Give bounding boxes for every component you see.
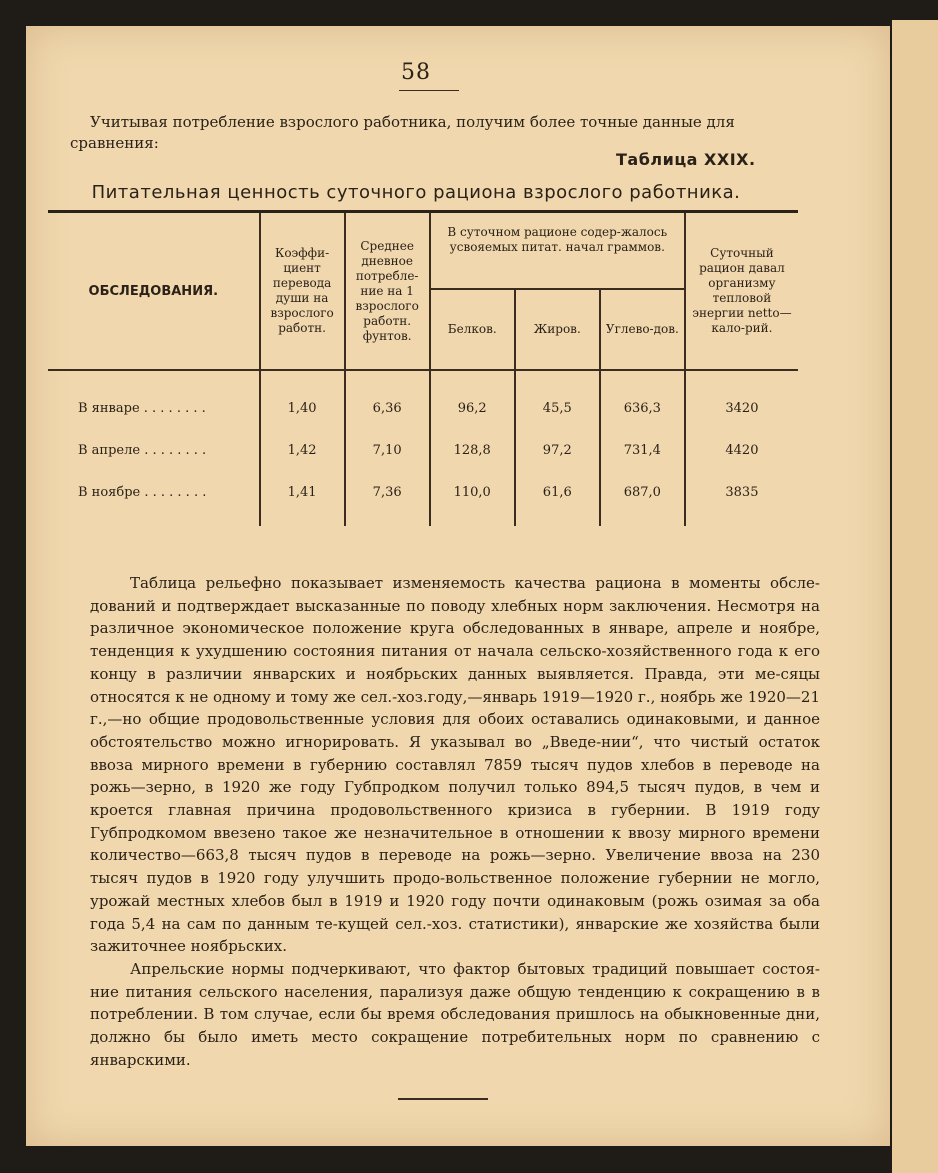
cell-coefficient: 1,41 (260, 471, 345, 526)
header-average-consumption: Среднее дневное потребле-ние на 1 взрослого работн. фунтов. (345, 212, 430, 371)
cell-coefficient: 1,42 (260, 429, 345, 471)
book-page (26, 26, 890, 1146)
cell-carbohydrates: 636,3 (600, 387, 685, 429)
table-row-january (48, 387, 798, 429)
cell-average: 7,36 (345, 471, 430, 526)
paragraph: Таблица рельефно показывает изменяемость качества рациона в моменты обсле-дований и подтверждает высказанные по поводу хлебных норм заключения. Несмотря на различное экономическое положение круга обследованных в январе, апреле и ноябре, тенденция к ухудшению состояния питания от начала сельско-хозяйственного года к его концу в различии январских и ноябрьских данных выявляется. Правда, эти ме-сяцы относятся к не одному и тому же сел.-хоз.году,—январь 1919—1920 г., ноябрь же 1920—21 г.,—но общие продовольственные условия для обоих оставались одинаковыми, и данное обстоятельство можно игнорировать. Я указывал во „Введе-нии“, что чистый остаток ввоза мирного времени в губернию составлял 7859 тысяч пудов хлебов в переводе на рожь—зерно, в 1920 же году Губпродком получил только 894,5 тысяч пудов, в чем и кроется главная причина продовольственного кризиса в губернии. В 1919 году Губпродкомом ввезено такое же незначительное в отношении к ввозу мирного времени количество—663,8 тысяч пудов в переводе на рожь—зерно. Увеличение ввоза на 230 тысяч пудов в 1920 году улучшить продо-вольственное положение губернии не могло, урожай местных хлебов был в 1919 и 1920 году почти одинаковым (рожь озимая за оба года 5,4 на сам по данным те-кущей сел.-хоз. статистики), январские же хозяйства были зажиточнее ноябрьских. (90, 574, 820, 956)
page-number-underline (399, 90, 459, 91)
header-energy: Суточный рацион давал организму тепловой энергии netto—кало-рий. (685, 212, 798, 371)
header-nutrients-group: В суточном рационе содер-жалось усвояемых питат. начал граммов. (430, 212, 685, 290)
header-survey: ОБСЛЕДОВАНИЯ. (48, 212, 260, 371)
header-coefficient: Коэффи-циент перевода души на взрослого работн. (260, 212, 345, 371)
cell-average: 6,36 (345, 387, 430, 429)
table-title: Питательная ценность суточного рациона взрослого работника. (91, 182, 741, 203)
cell-protein: 96,2 (430, 387, 515, 429)
cell-energy: 3420 (685, 387, 798, 429)
intro-line-1: Учитывая потребление взрослого работника, получим более точные данные для (90, 113, 735, 131)
table-number: Таблица XXIX. (616, 150, 756, 169)
row-label: В ноябре . . . . . . . . (78, 484, 207, 500)
header-fat: Жиров. (515, 289, 600, 370)
nutrition-table-container (48, 210, 798, 526)
cell-carbohydrates: 731,4 (600, 429, 685, 471)
cell-fat: 61,6 (515, 471, 600, 526)
table-row-november (48, 471, 798, 526)
header-carbohydrates: Углево-дов. (600, 289, 685, 370)
cell-protein: 128,8 (430, 429, 515, 471)
header-protein: Белков. (430, 289, 515, 370)
nutrition-table (48, 210, 798, 526)
intro-text (70, 112, 796, 154)
cell-energy: 3835 (685, 471, 798, 526)
cell-carbohydrates: 687,0 (600, 471, 685, 526)
cell-energy: 4420 (685, 429, 798, 471)
table-row-april (48, 429, 798, 471)
row-label: В апреле . . . . . . . . (78, 442, 207, 458)
closing-rule (398, 1098, 488, 1100)
intro-line-2: сравнения: (70, 134, 159, 152)
table-spacer-row (48, 370, 798, 387)
cell-fat: 45,5 (515, 387, 600, 429)
body-text (90, 572, 820, 1071)
cell-protein: 110,0 (430, 471, 515, 526)
cell-average: 7,10 (345, 429, 430, 471)
cell-fat: 97,2 (515, 429, 600, 471)
adjacent-page-edge (892, 20, 938, 1173)
row-label: В январе . . . . . . . . (78, 400, 206, 416)
page-number: 58 (401, 60, 431, 85)
cell-coefficient: 1,40 (260, 387, 345, 429)
paragraph: Апрельские нормы подчеркивают, что фактор бытовых традиций повышает состоя-ние питания сельского населения, парализуя даже общую тенденцию к сокращению в в потреблении. В том случае, если бы время обследования пришлось на обыкновенные дни, должно бы было иметь место сокращение потребительных норм по сравнению с январскими. (90, 959, 820, 1069)
